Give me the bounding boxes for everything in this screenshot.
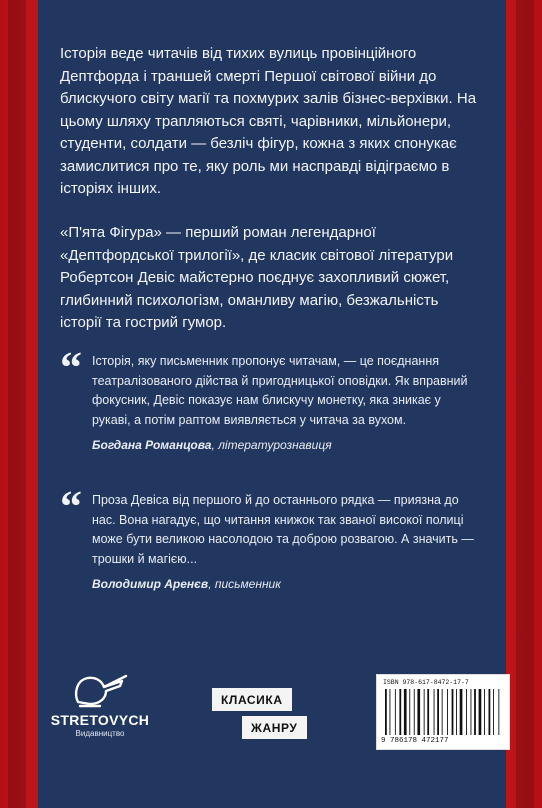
quote-attribution	[92, 577, 480, 591]
series-label	[212, 688, 298, 735]
series-label-line-2: ЖАНРУ	[242, 716, 307, 739]
publisher-name: STRETOVYCH	[50, 712, 150, 728]
barcode-bars	[383, 689, 503, 735]
quote-text: Історія, яку письменник пропонує читачам, — це поєднання театралізованого дійства й пригодницької оповідки. Як вправний фокусник, Девіс показує нам блискучу монетку, яка зникає у рукаві, а потім раптом виявляється у читача за вухом.	[92, 354, 468, 427]
quote-author: Володимир Аренєв	[92, 577, 209, 591]
background-pillar-right	[516, 0, 534, 808]
description-paragraph-1: Історія веде читачів від тихих вулиць провінційного Дептфорда і траншей смерті Першої світової війни до блискучого світу магії та похмурих залів бізнес-верхівки. На цьому шляху трапляються святі, чарівники, мільйонери, студенти, солдати — безліч фігур, кожна з яких спонукає замислитися про те, яку роль ми насправді відіграємо в історіях інших.	[60, 45, 477, 197]
background-pillar-left	[8, 0, 26, 808]
quote-attribution	[92, 438, 480, 452]
publisher-logo	[50, 672, 150, 738]
isbn-barcode	[376, 674, 510, 750]
review-quote-1	[60, 343, 480, 452]
description-paragraph-2: «П'ята Фігура» — перший роман легендарної «Дептфордської трилогії», де класик світової літератури Робертсон Девіс майстерно поєднує захопливий сюжет, глибинний психологізм, оманливу магію, безжальність історії та гострий гумор.	[60, 224, 454, 331]
quote-author-role: , письменник	[208, 577, 281, 591]
quote-text: Проза Девіса від першого й до останнього рядка — приязна до нас. Вона нагадує, що читання книжок так званої високої полиці може бути великою насолодою та доброю розвагою. А значить — трошки й магією...	[92, 493, 474, 566]
isbn-label: ISBN 978-617-8472-17-7	[383, 679, 469, 686]
quote-author-role: , літературознавиця	[211, 438, 332, 452]
quote-author: Богдана Романцова	[92, 438, 212, 452]
quote-mark-icon: “	[60, 343, 82, 392]
publisher-logo-icon	[70, 672, 130, 710]
quote-mark-icon: “	[60, 482, 82, 531]
barcode-number: 9 786178 472177	[381, 737, 449, 745]
publisher-subtitle: Видавництво	[75, 729, 125, 738]
review-quote-2	[60, 482, 480, 591]
series-label-line-1: КЛАСИКА	[212, 688, 292, 711]
